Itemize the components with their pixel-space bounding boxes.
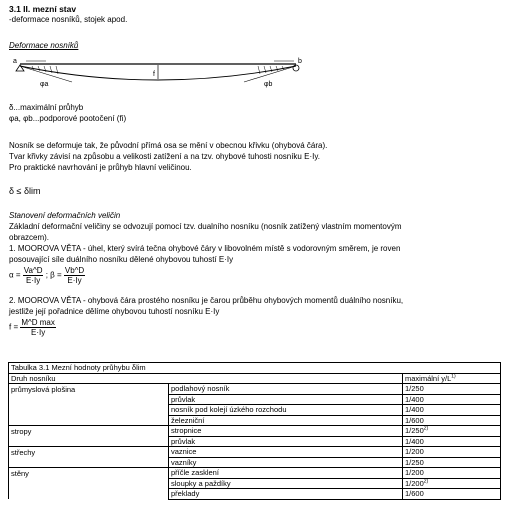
page-title: 3.1 II. mezní stav — [9, 4, 77, 14]
table-cell-group: střechy — [9, 447, 169, 458]
table-header-max: maximální $y/L^{1)}$ — [403, 373, 501, 384]
beta-numerator: Vb^D — [64, 266, 85, 275]
table-cell-item: příčle zasklení — [169, 468, 403, 479]
table-row — [9, 415, 501, 426]
table-cell-value: 1/250 — [403, 457, 501, 468]
table-cell-value: 1/250$^{2)}$ — [403, 426, 501, 437]
section2-line-2: obrazcem). — [9, 233, 50, 242]
deflection-condition: δ ≤ δlim — [9, 186, 41, 196]
table-row — [9, 468, 501, 479]
beam-deformation-diagram — [12, 56, 308, 100]
beta-denominator: E·Iy — [67, 276, 82, 285]
table-cell-item: překlady — [169, 489, 403, 500]
mohr-formula-2: f = $\frac{\text{M\textasciicircum{}D max}}{E\cdot Iy}$ — [9, 318, 55, 337]
table-cell-group: stěny — [9, 468, 169, 479]
f-numerator: M^D max — [21, 318, 55, 327]
label-phi-b: φb — [264, 81, 273, 88]
table-row — [9, 457, 501, 468]
table-cell-group: stropy — [9, 426, 169, 437]
table-cell-item: stropnice — [169, 426, 403, 437]
limit-deflection-table — [8, 362, 501, 500]
table-cell-value: 1/600 — [403, 415, 501, 426]
page-subtitle: -deformace nosníků, stojek apod. — [9, 15, 128, 24]
table-row — [9, 447, 501, 458]
table-cell-group — [9, 394, 169, 405]
table-row — [9, 426, 501, 437]
table-row — [9, 405, 501, 416]
label-phi-a: φa — [40, 81, 49, 88]
table-cell-group — [9, 457, 169, 468]
table-cell-item: vazníky — [169, 457, 403, 468]
table-cell-item: vaznice — [169, 447, 403, 458]
section2-line-6: jestliže její pořadnice dělíme ohybovou tuhostí nosníku E·Iy — [9, 307, 220, 316]
f-denominator: E·Iy — [30, 328, 46, 337]
table-cell-group — [9, 405, 169, 416]
label-a: a — [13, 58, 17, 65]
table-cell-item: sloupky a paždíky — [169, 478, 403, 489]
section2-line-5: 2. MOOROVA VĚTA - ohybová čára prostého nosníku je čarou průběhu ohybových momentů duálního nosníku, — [9, 296, 404, 305]
table-cell-value: 1/200 — [403, 447, 501, 458]
table-cell-value: 1/200$^{2)}$ — [403, 478, 501, 489]
table-cell-item: nosník pod kolejí úzkého rozchodu — [169, 405, 403, 416]
table-cell-value: 1/600 — [403, 489, 501, 500]
table-cell-group — [9, 436, 169, 447]
alpha-numerator: Va^D — [23, 266, 43, 275]
table-cell-group — [9, 415, 169, 426]
section2-line-3: 1. MOOROVA VĚTA - úhel, který svírá tečna ohybové čáry v libovolném místě s vodorovným směrem, je roven — [9, 244, 401, 253]
table-header-type: Druh nosníku — [9, 373, 403, 384]
table-row — [9, 478, 501, 489]
section-heading-stanoveni: Stanovení deformačních veličin — [9, 211, 121, 220]
table-cell-value: 1/400 — [403, 405, 501, 416]
table-cell-value: 1/250 — [403, 384, 501, 395]
table-cell-item: podlahový nosník — [169, 384, 403, 395]
mohr-formula-1: α = $\frac{Va\^{}D}{E\cdot Iy}$ ; β = $\frac{Vb\^{}D}{E\cdot Iy}$ — [9, 266, 85, 285]
table-cell-group — [9, 489, 169, 500]
support-a — [16, 65, 24, 71]
support-b — [293, 65, 299, 71]
table-cell-value: 1/400 — [403, 436, 501, 447]
label-f: f — [153, 71, 155, 78]
table-cell-value: 1/400 — [403, 394, 501, 405]
table-cell-group: průmyslová plošina — [9, 384, 169, 395]
paragraph-line-2: Tvar křivky závisí na způsobu a velikosti zatížení a na tzv. ohybové tuhosti nosníku E·Iy. — [9, 152, 320, 161]
label-b: b — [298, 58, 302, 65]
section-heading-deformace: Deformace nosníků — [9, 41, 79, 50]
table-row — [9, 394, 501, 405]
table-row — [9, 489, 501, 500]
paragraph-line-3: Pro praktické navrhování je průhyb hlavní veličinou. — [9, 163, 192, 172]
table-cell-item: průvlak — [169, 436, 403, 447]
table-cell-group — [9, 478, 169, 489]
table-cell-item: železniční — [169, 415, 403, 426]
alpha-denominator: E·Iy — [26, 276, 41, 285]
table-caption: Tabulka 3.1 Mezní hodnoty průhybu δlim — [9, 363, 501, 374]
paragraph-line-1: Nosník se deformuje tak, že původní přímá osa se mění v obecnou křivku (ohybová čára). — [9, 141, 328, 150]
table-cell-value: 1/200 — [403, 468, 501, 479]
section2-line-4: posouvající síle duálního nosníku dělené ohybovou tuhostí E·Iy — [9, 255, 234, 264]
section2-line-1: Základní deformační veličiny se odvozují pomocí tzv. dualního nosníku (nosník zatížený vlastním momentovým — [9, 222, 402, 231]
table-row — [9, 436, 501, 447]
table-row — [9, 384, 501, 395]
legend-delta: δ...maximální průhyb — [9, 103, 84, 112]
table-cell-item: průvlak — [169, 394, 403, 405]
legend-phi: φa, φb...podporové pootočení (fi) — [9, 114, 127, 123]
